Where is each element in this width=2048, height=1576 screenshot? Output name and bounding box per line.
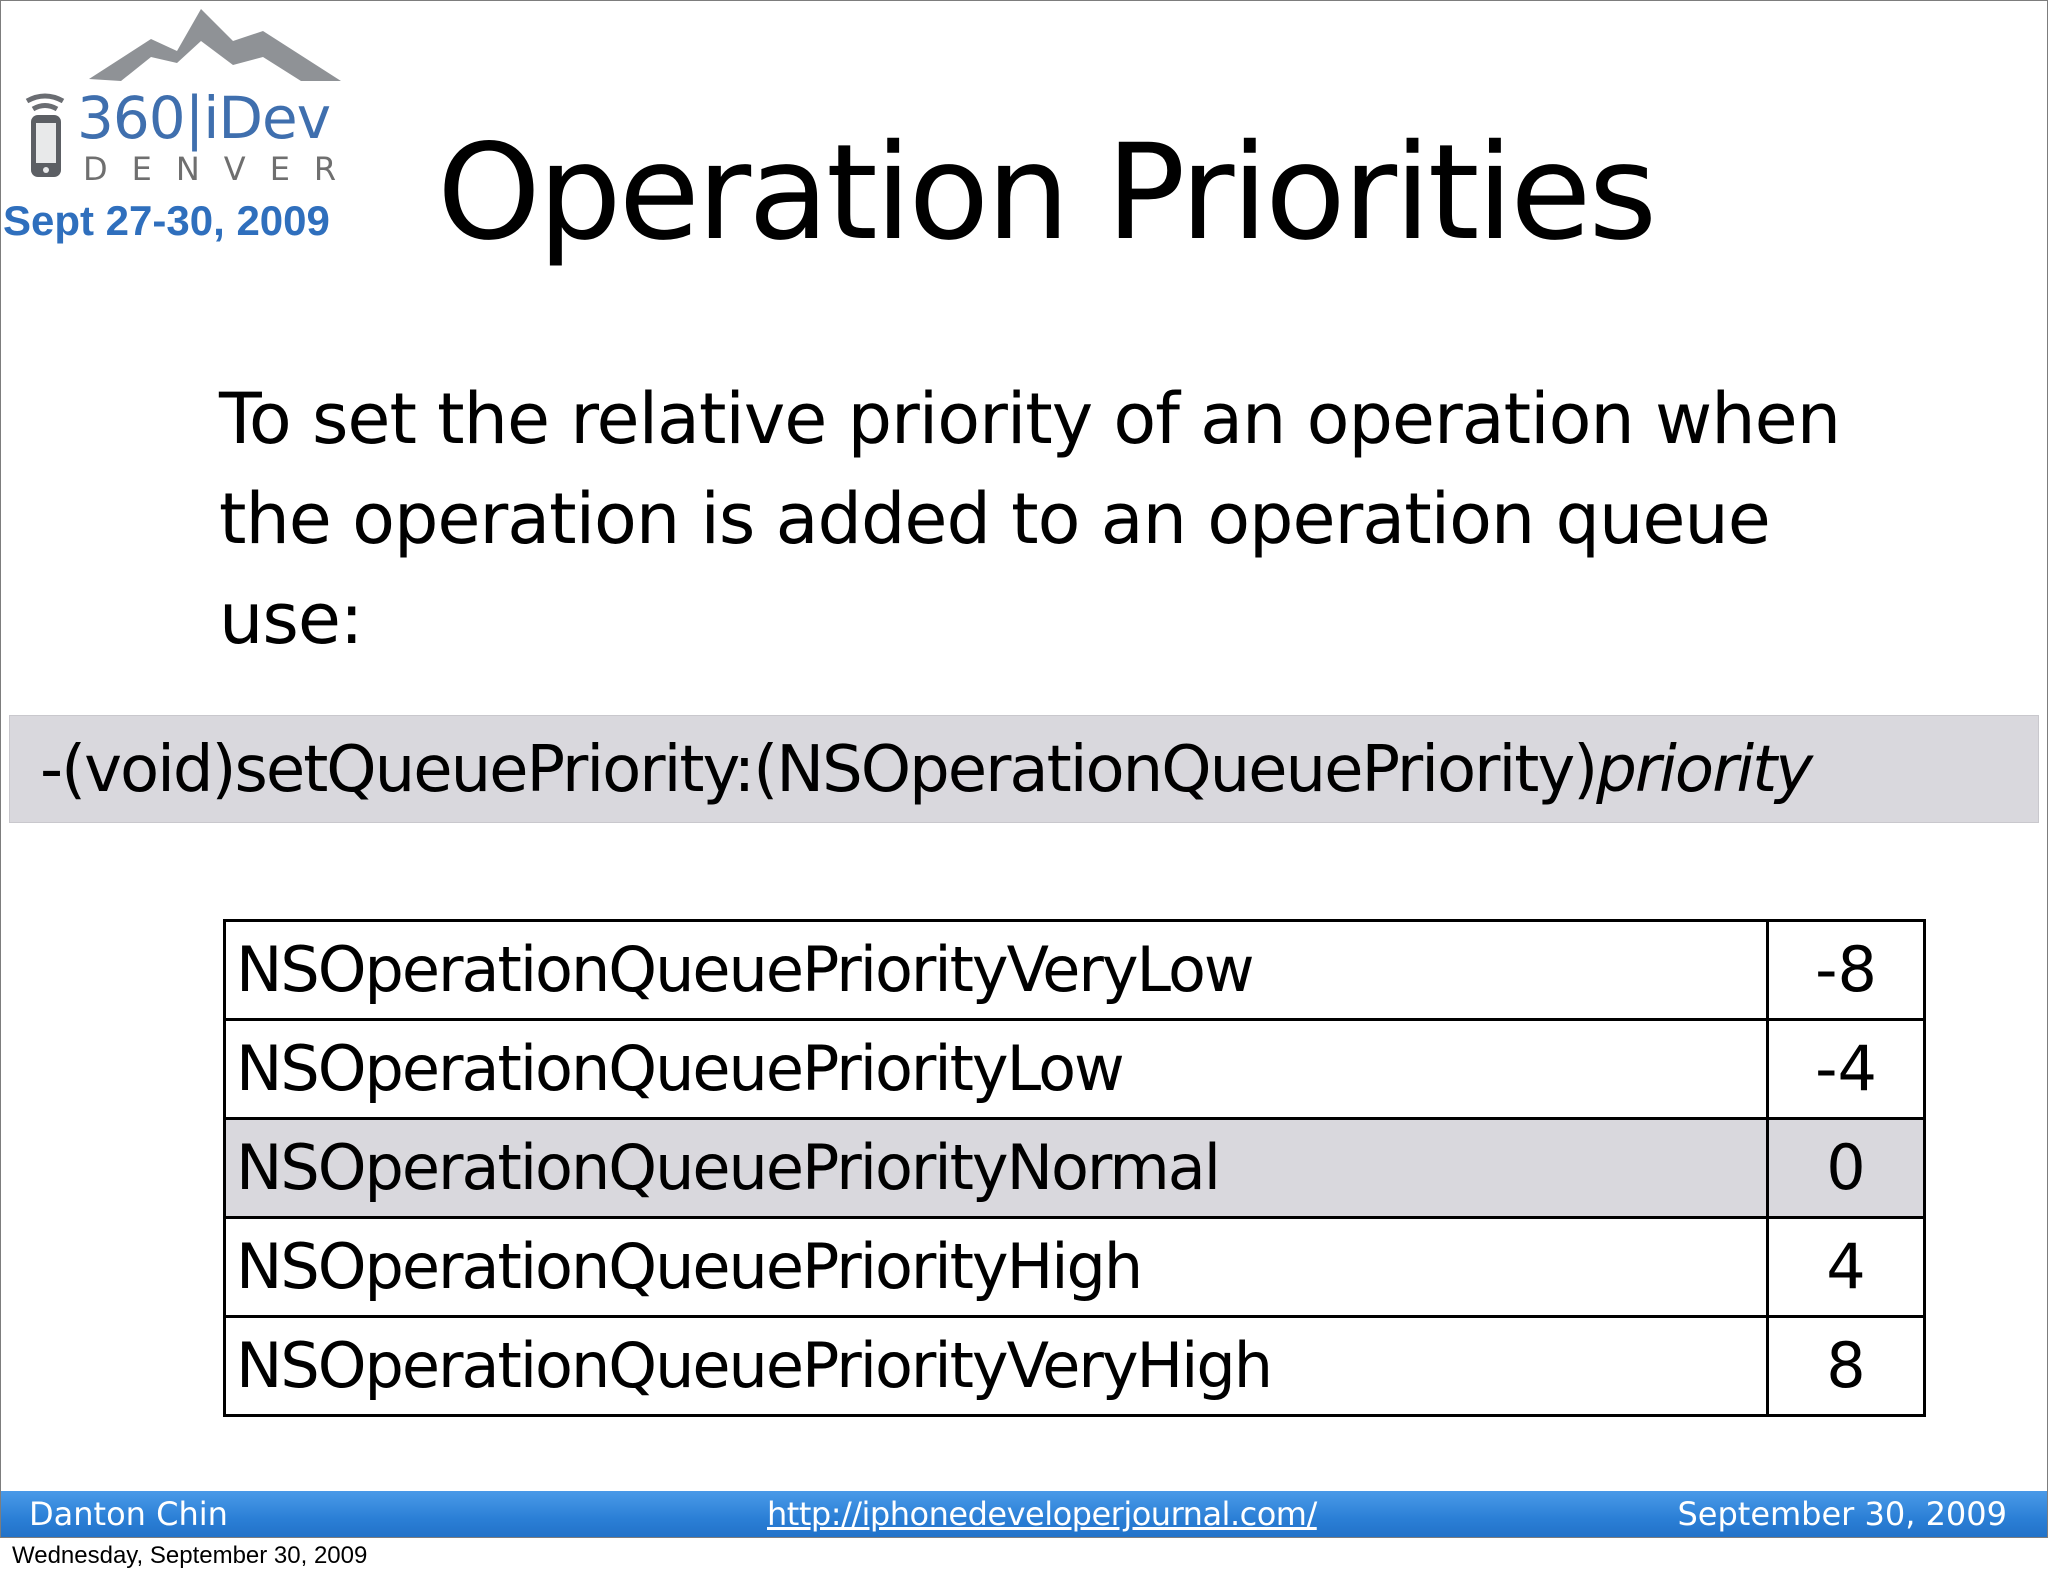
- priority-value-cell: 4: [1768, 1218, 1925, 1317]
- priority-name-cell: NSOperationQueuePriorityNormal: [225, 1119, 1768, 1218]
- logo-city: DENVER: [83, 150, 361, 188]
- slide-caption-date: Wednesday, September 30, 2009: [12, 1542, 368, 1569]
- table-row: [225, 1317, 1925, 1416]
- table-row: [225, 1119, 1925, 1218]
- slide-title: Operation Priorities: [437, 116, 1655, 270]
- priority-value-cell: 0: [1768, 1119, 1925, 1218]
- footer-date: September 30, 2009: [1677, 1495, 2007, 1533]
- conference-logo: [1, 1, 391, 261]
- signal-icon: [27, 96, 63, 101]
- table-row: [225, 1218, 1925, 1317]
- mountain-icon: [89, 9, 341, 81]
- code-method: -(void)setQueuePriority:(NSOperationQueuePriority): [40, 733, 1597, 807]
- slide-body-text: To set the relative priority of an operation when the operation is added to an operation queue use:: [219, 378, 1841, 660]
- logo-dates: Sept 27-30, 2009: [3, 197, 330, 244]
- priority-value-cell: -4: [1768, 1020, 1925, 1119]
- table-row: [225, 1020, 1925, 1119]
- table-row: [225, 921, 1925, 1020]
- code-signature-bar: [9, 715, 2039, 823]
- priority-table: [223, 919, 1926, 1417]
- footer-url-link[interactable]: http://iphonedeveloperjournal.com/: [767, 1495, 1317, 1533]
- priority-table-body: [225, 921, 1925, 1416]
- footer-bar: [1, 1491, 2047, 1537]
- logo-name: 360|iDev: [77, 84, 331, 152]
- priority-name-cell: NSOperationQueuePriorityVeryHigh: [225, 1317, 1768, 1416]
- priority-value-cell: -8: [1768, 921, 1925, 1020]
- priority-name-cell: NSOperationQueuePriorityHigh: [225, 1218, 1768, 1317]
- footer-author: Danton Chin: [29, 1495, 228, 1533]
- priority-value-cell: 8: [1768, 1317, 1925, 1416]
- priority-name-cell: NSOperationQueuePriorityLow: [225, 1020, 1768, 1119]
- code-signature: [40, 728, 1811, 812]
- priority-name-cell: NSOperationQueuePriorityVeryLow: [225, 921, 1768, 1020]
- code-argument: priority: [1596, 733, 1812, 807]
